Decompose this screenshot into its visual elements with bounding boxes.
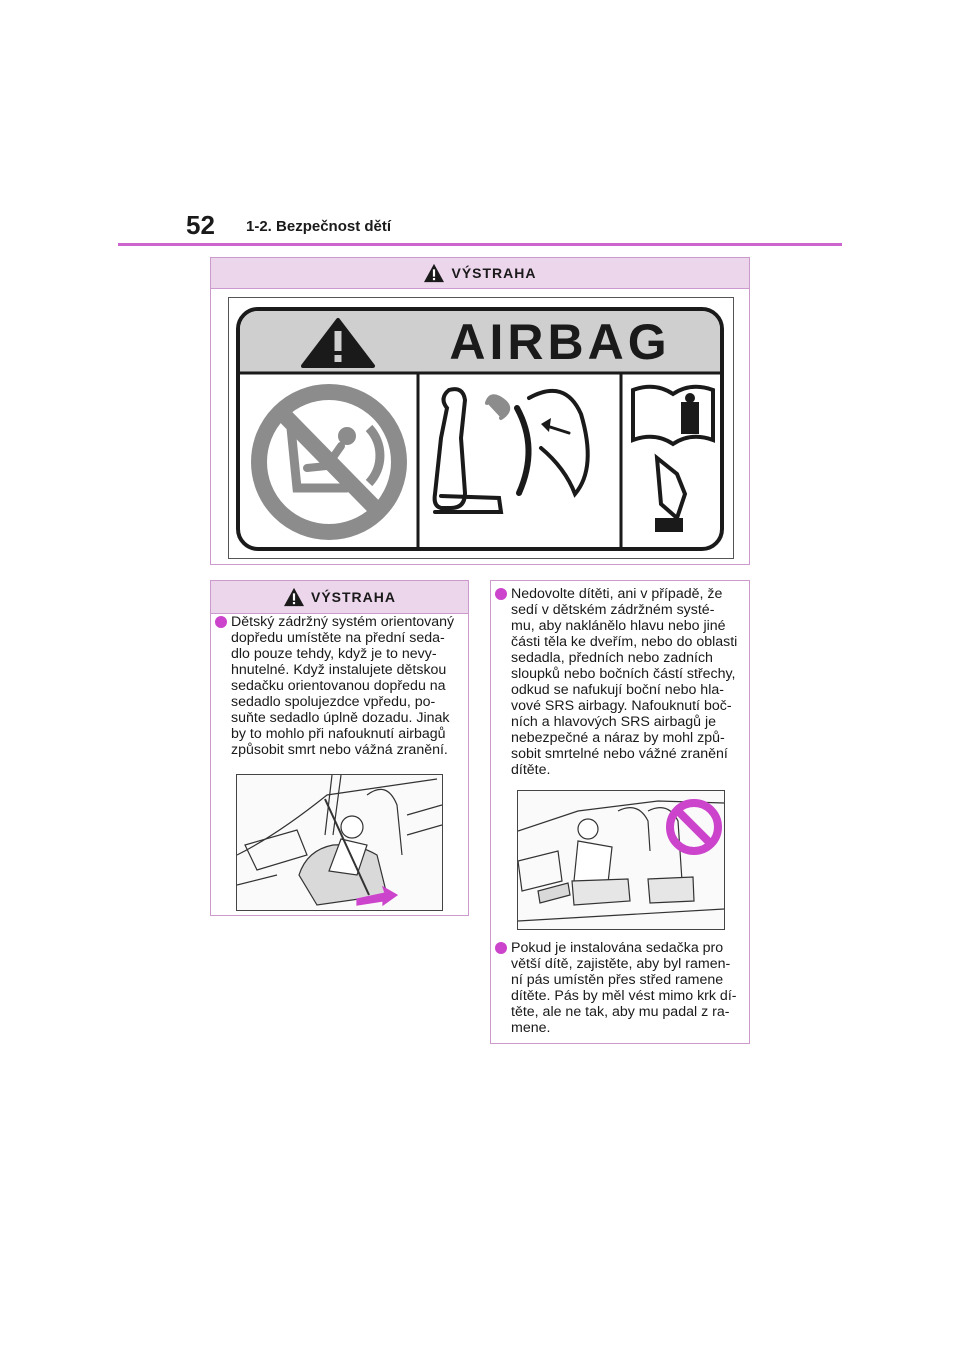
head-lean-text: Nedovolte dítěti, ani v případě, že sedí v dětském zádržném systé- mu, aby naklánělo hlavu nebo jiné části těla ke dveřím, nebo do oblasti sedadla, předních nebo zadních sloupků nebo bočních částí střechy, odkud se nafukují boční nebo hla- vové SRS airbagy. Nafouknutí boč- ních a hlavových SRS airbagů je nebezpečné a náraz by mohl způ- sobit smrtelné nebo vážné zranění dítěte. bbox=[511, 586, 738, 778]
warning-title: VÝSTRAHA bbox=[310, 589, 396, 605]
warning-triangle-icon bbox=[283, 587, 305, 607]
forward-facing-seat-illustration bbox=[236, 774, 443, 911]
page-number: 52 bbox=[186, 210, 215, 240]
warning-triangle-icon bbox=[423, 263, 445, 283]
shoulder-belt-paragraph bbox=[495, 940, 747, 1036]
header-rule bbox=[118, 243, 842, 246]
airbag-label-illustration bbox=[228, 297, 734, 559]
airbag-label-text: AIRBAG bbox=[449, 314, 671, 370]
warning-header bbox=[211, 581, 468, 614]
child-leaning-illustration bbox=[517, 790, 725, 930]
section-title: 1-2. Bezpečnost dětí bbox=[246, 218, 392, 235]
bullet-icon bbox=[495, 588, 507, 600]
bullet-icon bbox=[495, 942, 507, 954]
front-seat-paragraph bbox=[215, 614, 467, 758]
shoulder-belt-text: Pokud je instalována sedačka pro větší dítě, zajistěte, aby byl ramen- ní pás umístěn přes střed ramene dítěte. Pás by měl vést mimo krk dí- těte, ale ne tak, aby mu padal z ra- mene. bbox=[511, 940, 737, 1036]
head-lean-paragraph bbox=[495, 586, 747, 778]
warning-title: VÝSTRAHA bbox=[451, 265, 537, 281]
front-seat-text: Dětský zádržný systém orientovaný dopředu umístěte na přední seda- dlo pouze tehdy, když je to nevy- hnutelné. Když instalujete dětskou sedačku orientovanou dopředu na sedadlo spolujezdce vpředu, po- suňte sedadlo úplně dozadu. Jinak by to mohlo při nafouknutí airbagů způsobit smrt nebo vážná zranění. bbox=[231, 614, 455, 758]
bullet-icon bbox=[215, 616, 227, 628]
warning-header bbox=[211, 258, 749, 289]
